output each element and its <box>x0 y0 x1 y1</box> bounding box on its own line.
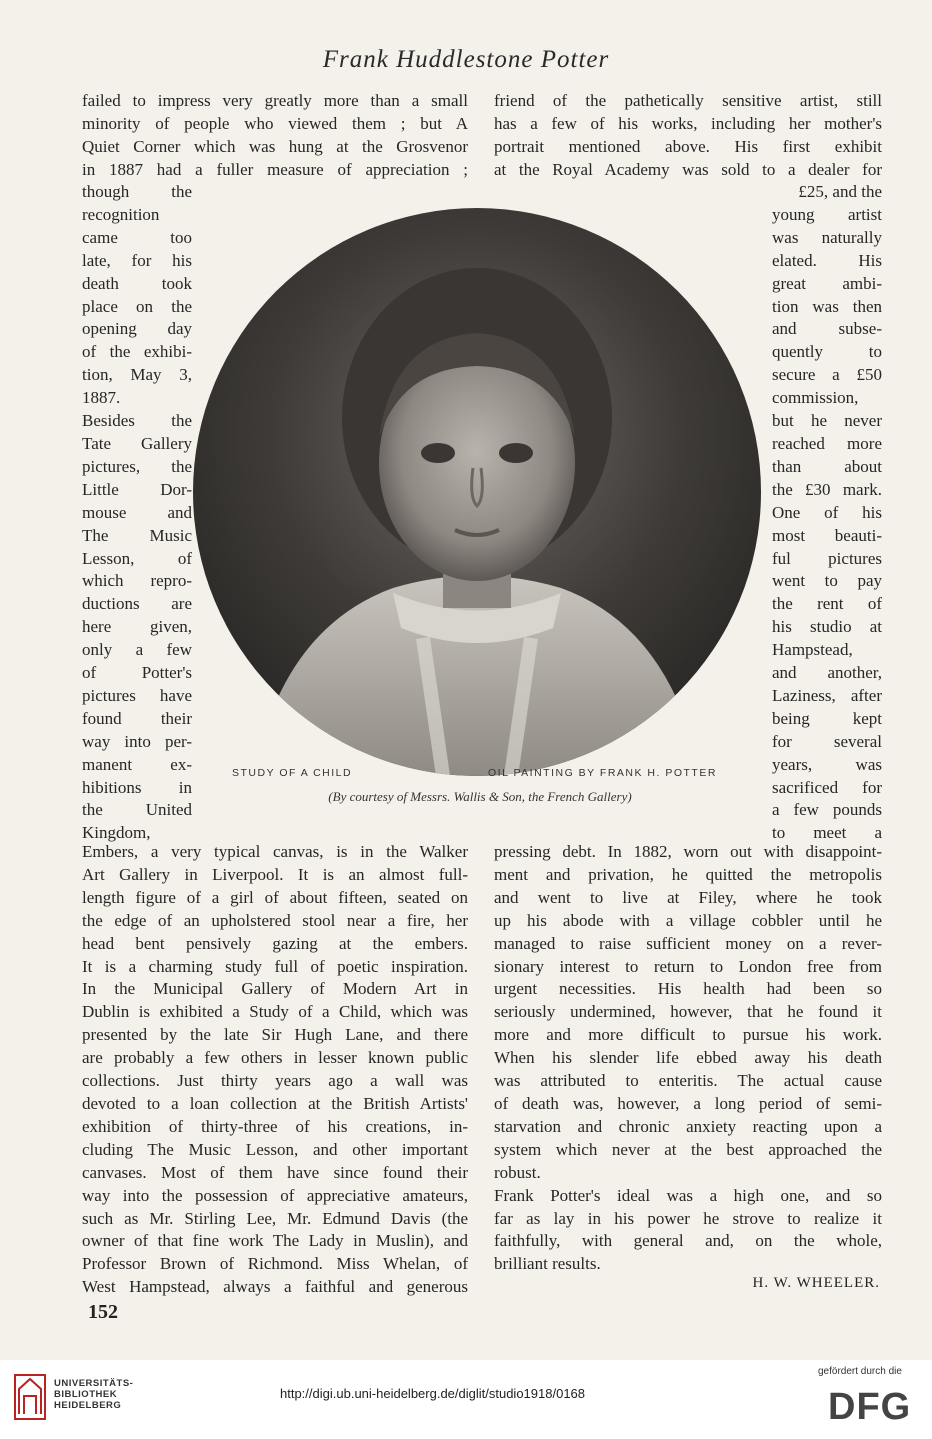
text-line: Lesson, of <box>82 548 192 568</box>
text-line: ment and privation, he quitted the metropolis <box>494 864 882 884</box>
text-line: head bent pensively gazing at the embers. <box>82 933 468 953</box>
funding-note: gefördert durch die <box>818 1366 902 1377</box>
author-signature: H. W. WHEELER. <box>752 1275 880 1291</box>
right-narrow-column <box>772 181 882 845</box>
text-line: ductions are <box>82 594 192 614</box>
text-line: Laziness, after <box>772 685 882 705</box>
text-line: here given, <box>82 617 192 637</box>
text-line: the edge of an upholstered stool near a fire, her <box>82 910 468 930</box>
text-line: minority of people who viewed them ; but A <box>82 113 468 133</box>
text-line: seriously undermined, however, that he found it <box>494 1002 882 1022</box>
library-line: UNIVERSITÄTS- <box>54 1378 134 1389</box>
text-line: which repro- <box>82 571 192 591</box>
text-line: manent ex- <box>82 754 192 774</box>
text-line: death took <box>82 273 192 293</box>
text-line: devoted to a loan collection at the British Artists' <box>82 1093 468 1113</box>
text-line: went to pay <box>772 571 882 591</box>
text-line: such as Mr. Stirling Lee, Mr. Edmund Davis (the <box>82 1208 468 1228</box>
text-line: In the Municipal Gallery of Modern Art in <box>82 979 468 999</box>
text-line: quently to <box>772 342 882 362</box>
text-line: was naturally <box>772 227 882 247</box>
right-column-bottom <box>494 841 882 1276</box>
portrait-illustration <box>193 208 761 776</box>
text-line: friend of the pathetically sensitive artist, still <box>494 91 882 110</box>
page-number: 152 <box>88 1301 118 1323</box>
text-line: has a few of his works, including her mother's <box>494 113 882 133</box>
text-line: the United <box>82 800 192 820</box>
text-line: commission, <box>772 388 859 408</box>
text-line: found their <box>82 708 192 728</box>
text-line: It is a charming study full of poetic inspiration. <box>82 956 468 976</box>
text-line: elated. His <box>772 250 882 270</box>
text-line: in 1887 had a fuller measure of appreciation ; <box>82 159 468 179</box>
text-line: pictures have <box>82 685 192 705</box>
text-line: presented by the late Sir Hugh Lane, and there <box>82 1025 468 1045</box>
text-line: reached more <box>772 433 882 453</box>
text-line: Dublin is exhibited a Study of a Child, which was <box>82 1002 468 1022</box>
text-line: owner of that fine work The Lady in Muslin), and <box>82 1231 468 1251</box>
text-line: the £30 mark. <box>772 479 882 499</box>
text-line: but he never <box>772 411 882 431</box>
text-line: tion was then <box>772 296 882 316</box>
text-line: secure a £50 <box>772 365 882 385</box>
text-line: place on the <box>82 296 192 316</box>
text-line: pictures, the <box>82 456 192 476</box>
text-line: Hampstead, <box>772 640 853 660</box>
text-line: The Music <box>82 525 192 545</box>
source-url-link[interactable]: http://digi.ub.uni-heidelberg.de/diglit/studio1918/0168 <box>280 1386 586 1401</box>
text-line: One of his <box>772 502 882 522</box>
text-line: Embers, a very typical canvas, is in the Walker <box>82 842 468 861</box>
digitization-footer <box>0 1360 932 1439</box>
text-line: £25, and the <box>798 182 882 201</box>
text-line: length figure of a girl of about fifteen, seated on <box>82 887 468 907</box>
text-line: urgent necessities. His health had been so <box>494 979 882 999</box>
text-line: young artist <box>772 204 882 224</box>
text-line: opening day <box>82 319 192 339</box>
text-line: brilliant results. <box>494 1254 601 1274</box>
text-line: for several <box>772 731 882 751</box>
text-line: and another, <box>772 663 882 683</box>
text-line: tion, May 3, <box>82 365 192 385</box>
image-caption-title: STUDY OF A CHILD <box>232 767 353 779</box>
text-line: a few pounds <box>772 800 882 820</box>
text-line: late, for his <box>82 250 192 270</box>
text-line: Besides the <box>82 411 192 431</box>
left-column-top <box>82 90 468 182</box>
left-narrow-column <box>82 181 192 845</box>
library-line: HEIDELBERG <box>54 1400 122 1411</box>
right-column-top <box>494 90 882 182</box>
text-line: more and more difficult to pursue his work. <box>494 1025 882 1045</box>
text-line: Frank Potter's ideal was a high one, and so <box>494 1185 882 1205</box>
text-line: came too <box>82 227 192 247</box>
text-line: Kingdom, <box>82 823 151 843</box>
dfg-logo: DFG <box>828 1386 912 1428</box>
text-line: recognition <box>82 204 160 224</box>
text-line: and went to live at Filey, where he took <box>494 887 882 907</box>
text-line: system which never at the best approached the <box>494 1139 882 1159</box>
image-caption-artist: OIL PAINTING BY FRANK H. POTTER <box>488 767 717 779</box>
text-line: sionary interest to return to London free from <box>494 956 882 976</box>
text-line: are probably a few others in lesser known public <box>82 1048 468 1068</box>
text-line: Little Dor- <box>82 479 192 499</box>
text-line: his studio at <box>772 617 882 637</box>
left-column-bottom <box>82 841 468 1299</box>
text-line: portrait mentioned above. His first exhibit <box>494 136 882 156</box>
text-line: of death was, however, a long period of semi- <box>494 1093 882 1113</box>
text-line: West Hampstead, always a faithful and generous <box>82 1277 468 1297</box>
text-line: being kept <box>772 708 882 728</box>
text-line: at the Royal Academy was sold to a dealer for <box>494 159 882 179</box>
library-logo-icon <box>14 1374 46 1420</box>
text-line: most beauti- <box>772 525 882 545</box>
text-line: of Potter's <box>82 663 192 683</box>
text-line: hibitions in <box>82 777 192 797</box>
text-line: years, was <box>772 754 882 774</box>
text-line: faithfully, with general and, on the whole, <box>494 1231 882 1251</box>
text-line: only a few <box>82 640 192 660</box>
library-line: BIBLIOTHEK <box>54 1389 118 1400</box>
text-line: of the exhibi- <box>82 342 192 362</box>
text-line: far as lay in his power he strove to realize it <box>494 1208 882 1228</box>
text-line: up his abode with a village cobbler until he <box>494 910 882 930</box>
text-line: canvases. Most of them have since found their <box>82 1162 468 1182</box>
text-line: exhibition of thirty-three of his creations, in- <box>82 1116 468 1136</box>
text-line: and subse- <box>772 319 882 339</box>
text-line: Art Gallery in Liverpool. It is an almost full- <box>82 864 468 884</box>
text-line: starvation and chronic anxiety reacting upon a <box>494 1116 882 1136</box>
text-line: sacrificed for <box>772 777 882 797</box>
text-line: great ambi- <box>772 273 882 293</box>
child-portrait-image <box>193 208 761 776</box>
text-line: When his slender life ebbed away his death <box>494 1048 882 1068</box>
text-line: collections. Just thirty years ago a wall was <box>82 1071 468 1091</box>
text-line: Professor Brown of Richmond. Miss Whelan, of <box>82 1254 468 1274</box>
text-line: way into per- <box>82 731 192 751</box>
text-line: failed to impress very greatly more than a small <box>82 91 468 110</box>
text-line: 1887. <box>82 388 121 408</box>
text-line: than about <box>772 456 882 476</box>
text-line: robust. <box>494 1162 541 1182</box>
image-credit: (By courtesy of Messrs. Wallis & Son, the French Gallery) <box>328 789 632 804</box>
text-line: mouse and <box>82 502 192 522</box>
text-line: pressing debt. In 1882, worn out with disappoint- <box>494 842 882 861</box>
library-name <box>54 1378 133 1411</box>
text-line: cluding The Music Lesson, and other important <box>82 1139 468 1159</box>
page-title: Frank Huddlestone Potter <box>322 46 610 73</box>
text-line: the rent of <box>772 594 882 614</box>
text-line: managed to raise sufficient money on a rever- <box>494 933 882 953</box>
text-line: Tate Gallery <box>82 433 192 453</box>
text-line: was attributed to enteritis. The actual cause <box>494 1071 882 1091</box>
text-line: though the <box>82 182 192 201</box>
text-line: Quiet Corner which was hung at the Grosvenor <box>82 136 468 156</box>
text-line: way into the possession of appreciative amateurs, <box>82 1185 468 1205</box>
text-line: ful pictures <box>772 548 882 568</box>
text-line: to meet a <box>772 823 882 843</box>
